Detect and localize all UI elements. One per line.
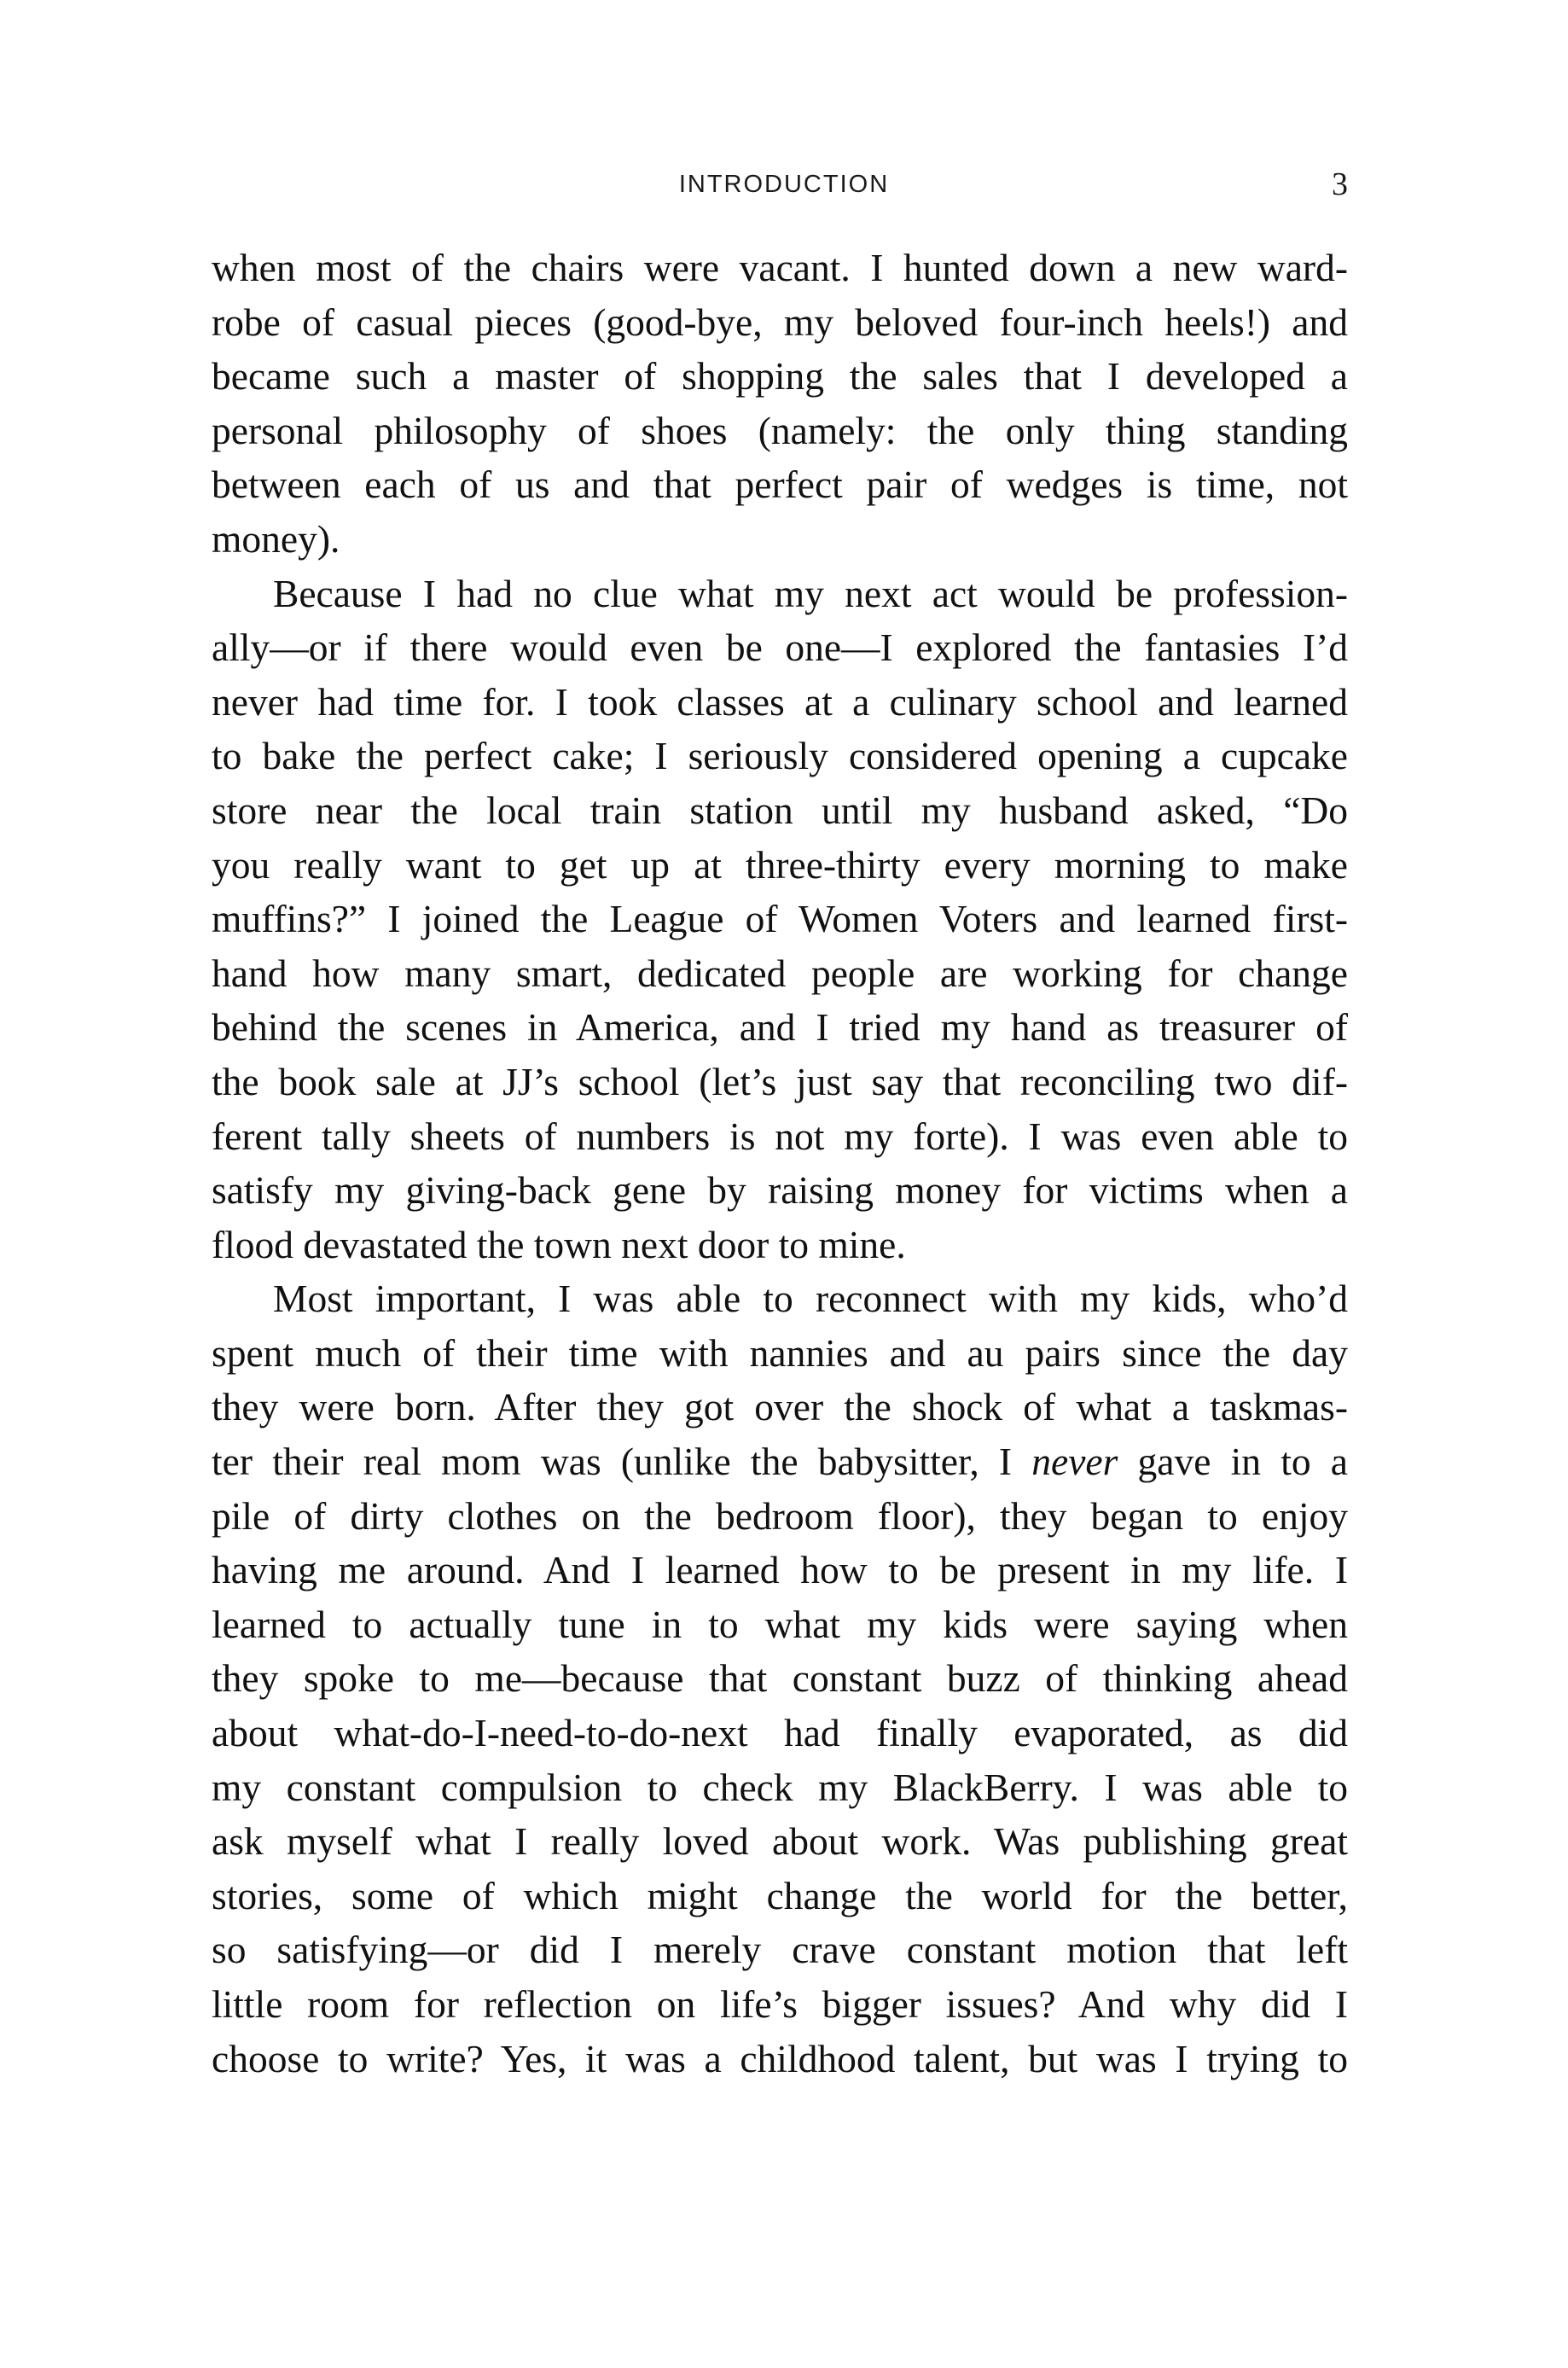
paragraph-3	[212, 1271, 1348, 2086]
text-line: having me around. And I learned how to be present in my life. I	[212, 1548, 1348, 1592]
text-line: they were born. After they got over the shock of what a taskmas-	[212, 1385, 1348, 1429]
text-line: flood devastated the town next door to mine.	[212, 1222, 906, 1266]
text-line: behind the scenes in America, and I tried my hand as treasurer of	[212, 1005, 1348, 1050]
running-head	[0, 166, 1568, 213]
text-line: stories, some of which might change the world for the better,	[212, 1873, 1348, 1917]
text-line: money).	[212, 516, 340, 561]
text-line: choose to write? Yes, it was a childhood talent, but was I trying to	[212, 2036, 1348, 2080]
text-line: Because I had no clue what my next act would be profession-	[273, 571, 1348, 615]
running-title: INTRODUCTION	[678, 171, 890, 198]
text-line: you really want to get up at three-thirty every morning to make	[212, 842, 1348, 887]
paragraph-2	[212, 567, 1348, 1272]
text-line: pile of dirty clothes on the bedroom floor), they began to enjoy	[212, 1493, 1348, 1538]
text-line: between each of us and that perfect pair of wedges is time, not	[212, 463, 1348, 507]
text-line: ask myself what I really loved about work. Was publishing great	[212, 1819, 1348, 1864]
text-line: Most important, I was able to reconnect with my kids, who’d	[273, 1277, 1348, 1321]
text-line: to bake the perfect cake; I seriously considered opening a cupcake	[212, 734, 1348, 778]
text-line: robe of casual pieces (good-bye, my beloved four-inch heels!) and	[212, 300, 1348, 344]
text-run: gave in to a	[1118, 1440, 1348, 1484]
text-line: became such a master of shopping the sales that I developed a	[212, 354, 1348, 399]
text-line: never had time for. I took classes at a culinary school and learned	[212, 679, 1348, 724]
text-line: store near the local train station until my husband asked, “Do	[212, 788, 1348, 832]
text-line: my constant compulsion to check my BlackBerry. I was able to	[212, 1765, 1348, 1809]
paragraph-1	[212, 241, 1348, 567]
body-text	[212, 241, 1348, 2086]
text-line: about what-do-I-need-to-do-next had finally evaporated, as did	[212, 1711, 1348, 1755]
text-line: when most of the chairs were vacant. I hunted down a new ward-	[212, 246, 1348, 289]
page-number: 3	[1332, 166, 1348, 202]
text-line: learned to actually tune in to what my kids were saying when	[212, 1602, 1348, 1646]
text-line: satisfy my giving-back gene by raising money for victims when a	[212, 1168, 1348, 1213]
text-line: personal philosophy of shoes (namely: the only thing standing	[212, 408, 1348, 452]
text-line: ferent tally sheets of numbers is not my forte). I was even able to	[212, 1114, 1348, 1158]
text-line: the book sale at JJ’s school (let’s just say that reconciling two dif-	[212, 1059, 1348, 1103]
text-line: so satisfying—or did I merely crave constant motion that left	[212, 1928, 1348, 1972]
text-line: spent much of their time with nannies and au pairs since the day	[212, 1330, 1348, 1375]
text-line-with-emphasis	[212, 1434, 1348, 1489]
text-line: ally—or if there would even be one—I explored the fantasies I’d	[212, 625, 1348, 670]
text-run: ter their real mom was (unlike the babysitter, I	[212, 1440, 1032, 1484]
text-line: little room for reflection on life’s bigger issues? And why did I	[212, 1982, 1348, 2026]
emphasis-never: never	[1031, 1440, 1118, 1484]
text-line: they spoke to me—because that constant buzz of thinking ahead	[212, 1656, 1348, 1701]
text-line: muffins?” I joined the League of Women Voters and learned first-	[212, 897, 1348, 941]
text-line: hand how many smart, dedicated people are working for change	[212, 951, 1348, 995]
